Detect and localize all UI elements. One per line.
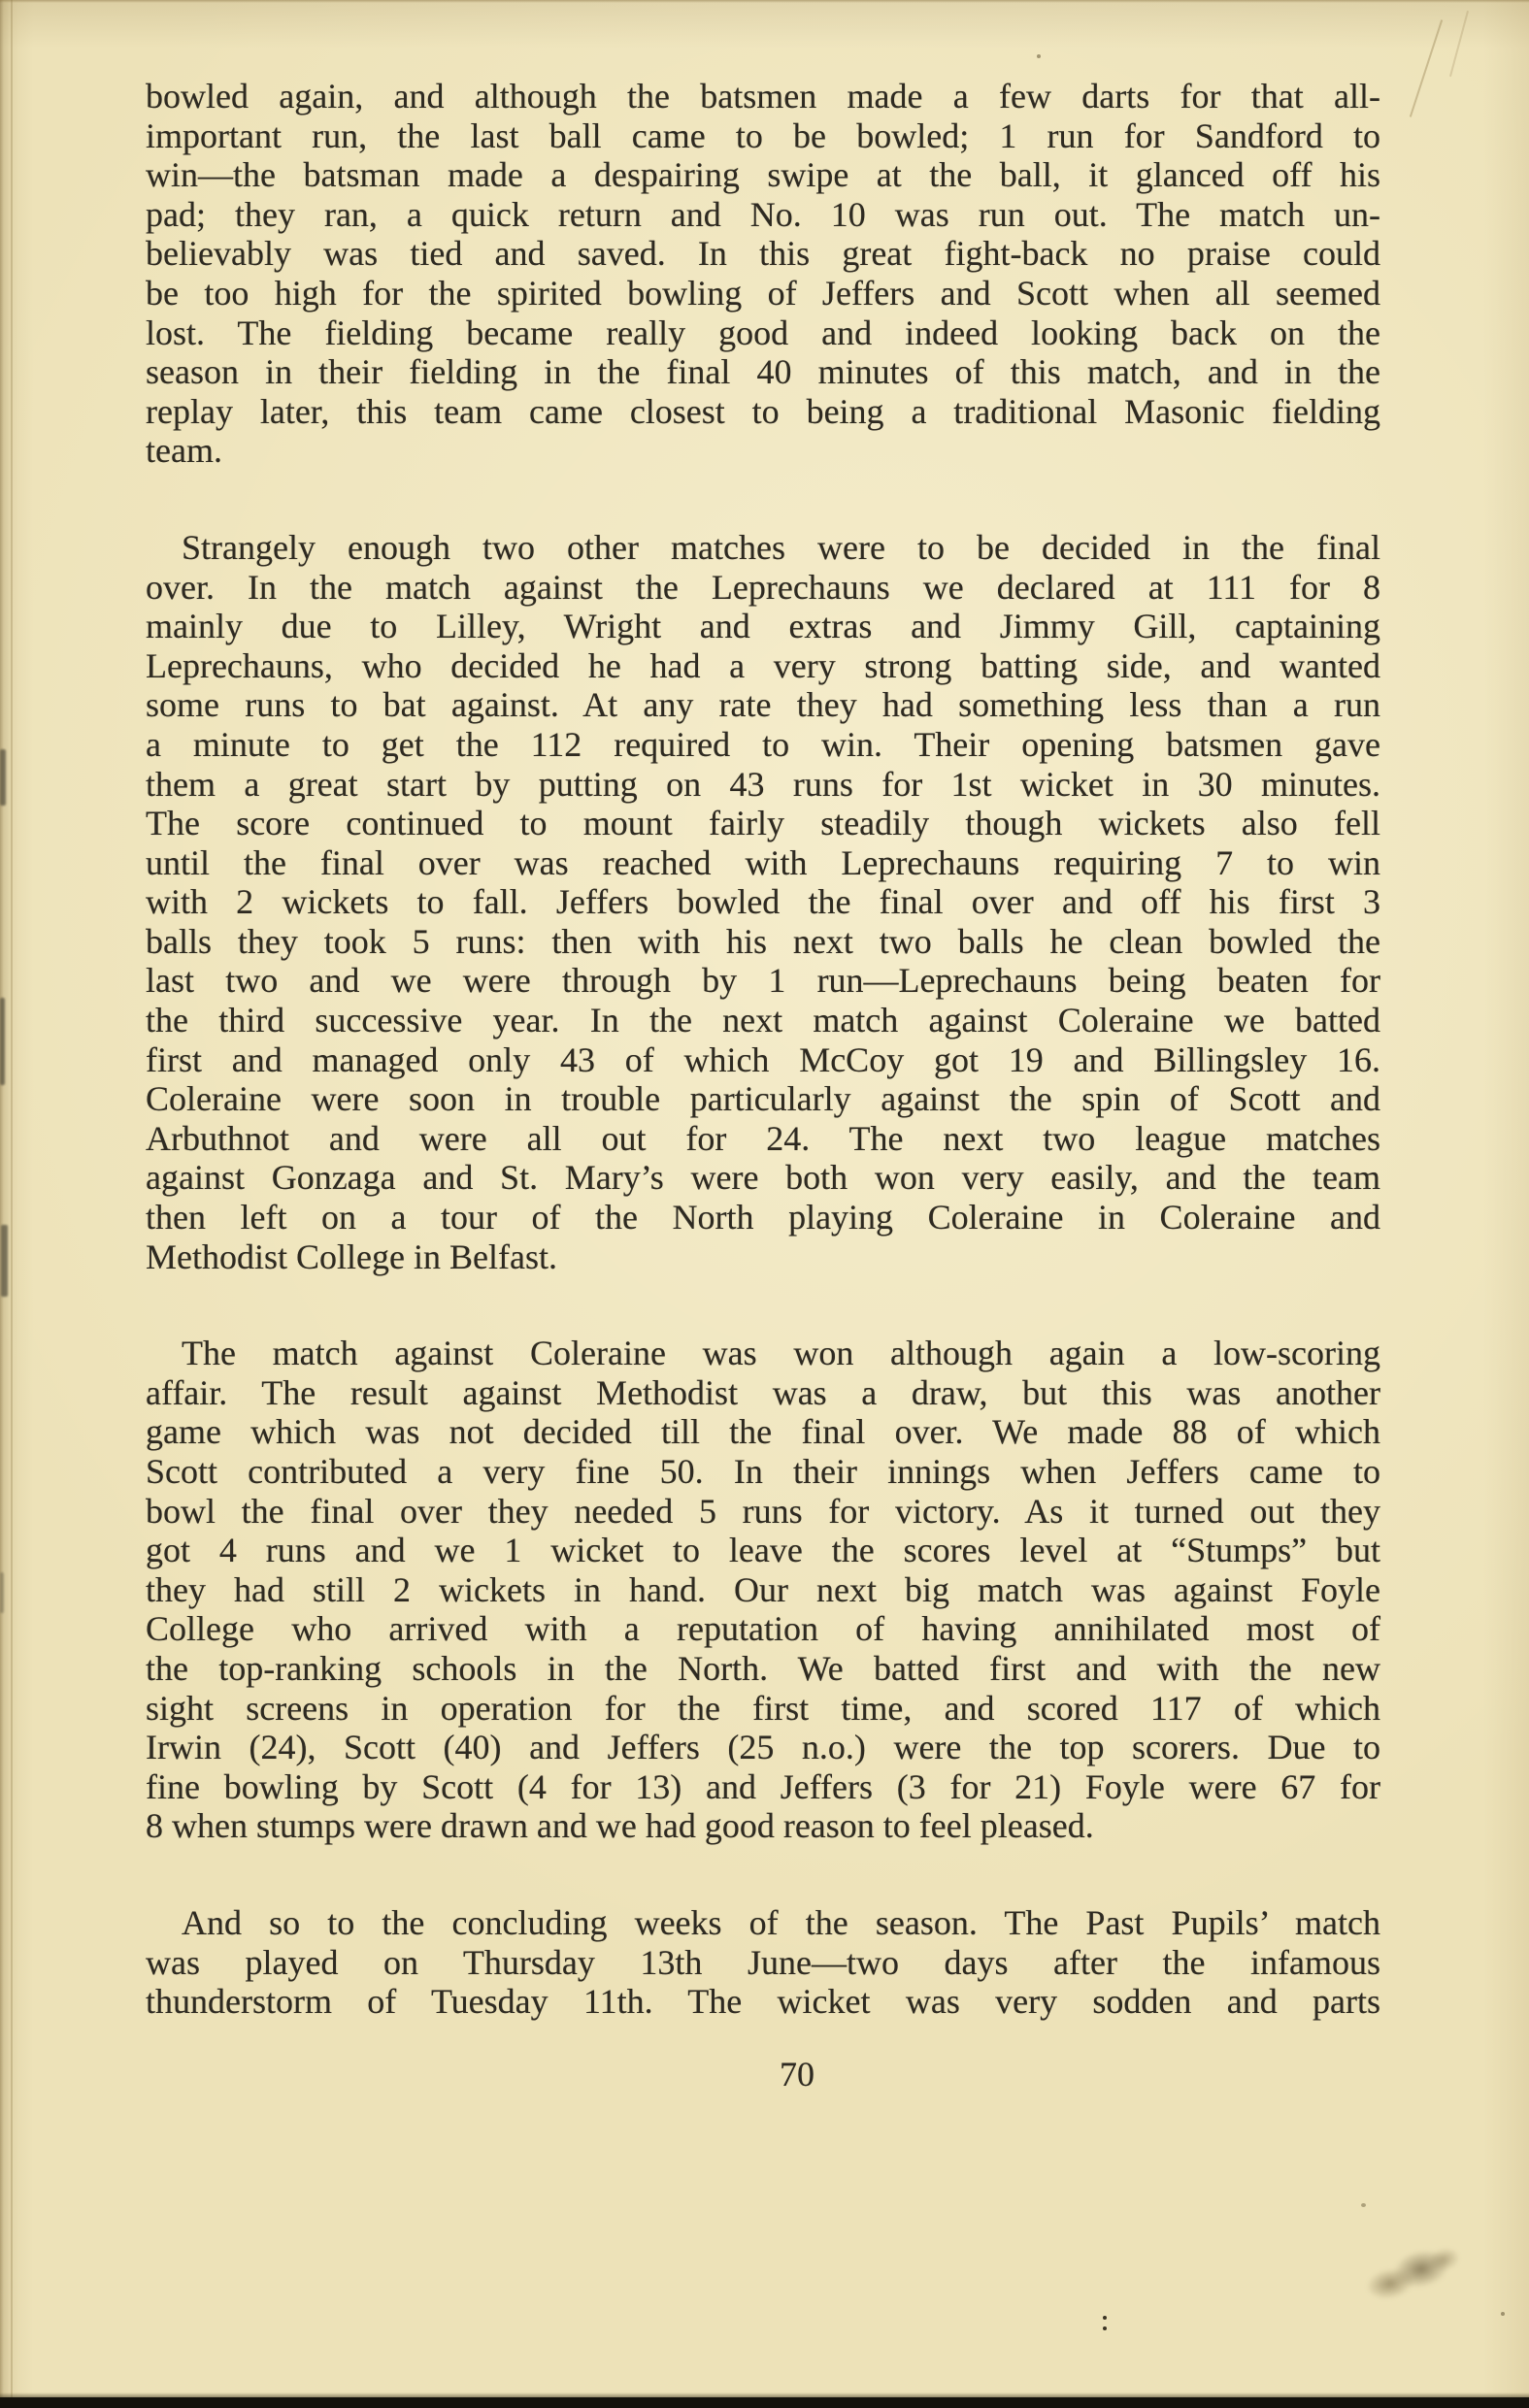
page-number: 70 (780, 2055, 814, 2094)
text-line: College who arrived with a reputation of having annihilated most of (146, 1609, 1380, 1649)
scan-top-edge (0, 0, 1529, 3)
paragraph (146, 1903, 1380, 2022)
text-line: until the final over was reached with Leprechauns requiring 7 to win (146, 842, 1380, 882)
text-line: win—the batsman made a despairing swipe at the ball, it glanced off his (146, 155, 1380, 195)
text-line: affair. The result against Methodist was a draw, but this was another (146, 1372, 1380, 1412)
text-line: Strangely enough two other matches were to be decided in the final (182, 527, 1380, 567)
paper-speck (1037, 54, 1041, 58)
text-line: them a great start by putting on 43 runs for 1st wicket in 30 minutes. (146, 764, 1380, 804)
text-line: team. (146, 431, 222, 471)
text-line: lost. The fielding became really good and indeed looking back on the (146, 313, 1380, 352)
text-line: sight screens in operation for the first time, and scored 117 of which (146, 1688, 1380, 1728)
text-line: over. In the match against the Leprechauns we declared at 111 for 8 (146, 567, 1380, 607)
text-line: they had still 2 wickets in hand. Our next big match was against Foyle (146, 1569, 1380, 1609)
text-line: bowled again, and although the batsmen made a few darts for that all- (146, 77, 1380, 115)
paper-speck (1501, 2312, 1505, 2316)
paper-speck (1103, 2316, 1107, 2320)
paper-speck (1361, 2203, 1366, 2207)
text-block (146, 77, 1380, 2079)
text-line: pad; they ran, a quick return and No. 10 was run out. The match un- (146, 194, 1380, 234)
text-line: a minute to get the 112 required to win. Their opening batsmen gave (146, 724, 1380, 764)
text-line: thunderstorm of Tuesday 11th. The wicket was very sodden and parts (146, 1982, 1380, 2022)
scan-edge-mark (0, 998, 5, 1085)
text-line: with 2 wickets to fall. Jeffers bowled the final over and off his first 3 (146, 882, 1380, 922)
text-line: replay later, this team came closest to being a traditional Masonic fielding (146, 391, 1380, 431)
scan-edge-mark (1, 1225, 8, 1297)
text-line: mainly due to Lilley, Wright and extras and Jimmy Gill, captaining (146, 607, 1380, 646)
text-line: then left on a tour of the North playing Coleraine in Coleraine and (146, 1198, 1380, 1237)
text-line: bowl the final over they needed 5 runs for victory. As it turned out they (146, 1491, 1380, 1531)
page-binding-edge (0, 0, 33, 2408)
text-line: The match against Coleraine was won although again a low-scoring (182, 1334, 1380, 1373)
text-line: against Gonzaga and St. Mary’s were both won very easily, and the team (146, 1158, 1380, 1198)
text-line: balls they took 5 runs: then with his next two balls he clean bowled the (146, 921, 1380, 961)
paragraph (146, 1334, 1380, 1846)
text-line: Arbuthnot and were all out for 24. The next two league matches (146, 1118, 1380, 1158)
scan-bottom-edge (0, 2397, 1529, 2408)
paper-scratch (1410, 19, 1443, 116)
text-line: first and managed only 43 of which McCoy got 19 and Billingsley 16. (146, 1039, 1380, 1079)
text-line: important run, the last ball came to be bowled; 1 run for Sandford to (146, 115, 1380, 155)
text-line: last two and we were through by 1 run—Leprechauns being beaten for (146, 961, 1380, 1001)
text-line: Irwin (24), Scott (40) and Jeffers (25 n.o.) were the top scorers. Due to (146, 1728, 1380, 1767)
text-line: be too high for the spirited bowling of Jeffers and Scott when all seemed (146, 273, 1380, 313)
text-line: the third successive year. In the next match against Coleraine we batted (146, 1001, 1380, 1040)
text-line: The score continued to mount fairly steadily though wickets also fell (146, 804, 1380, 843)
text-line: Coleraine were soon in trouble particularly against the spin of Scott and (146, 1079, 1380, 1119)
text-line: Scott contributed a very fine 50. In their innings when Jeffers came to (146, 1452, 1380, 1491)
text-line: Methodist College in Belfast. (146, 1237, 557, 1276)
text-line: game which was not decided till the final over. We made 88 of which (146, 1412, 1380, 1452)
text-line: some runs to bat against. At any rate they had something less than a run (146, 685, 1380, 725)
text-line: fine bowling by Scott (4 for 13) and Jeffers (3 for 21) Foyle were 67 for (146, 1766, 1380, 1806)
text-line: 8 when stumps were drawn and we had good reason to feel pleased. (146, 1806, 1094, 1846)
paper-scratch (1449, 11, 1469, 77)
paragraph (146, 528, 1380, 1276)
text-line: season in their fielding in the final 40 minutes of this match, and in the (146, 352, 1380, 392)
smudge-mark (1353, 2239, 1472, 2308)
paragraph (146, 77, 1380, 471)
text-line: got 4 runs and we 1 wicket to leave the scores level at “Stumps” but (146, 1531, 1380, 1570)
text-line: the top-ranking schools in the North. We batted first and with the new (146, 1648, 1380, 1688)
page-edge-crease (11, 0, 13, 2408)
scan-edge-mark (0, 1572, 4, 1613)
scan-edge-mark (0, 749, 6, 806)
text-line: was played on Thursday 13th June—two days after the infamous (146, 1942, 1380, 1982)
text-line: believably was tied and saved. In this great fight-back no praise could (146, 234, 1380, 274)
text-line: And so to the concluding weeks of the season. The Past Pupils’ match (182, 1902, 1380, 1942)
text-line: Leprechauns, who decided he had a very strong batting side, and wanted (146, 645, 1380, 685)
